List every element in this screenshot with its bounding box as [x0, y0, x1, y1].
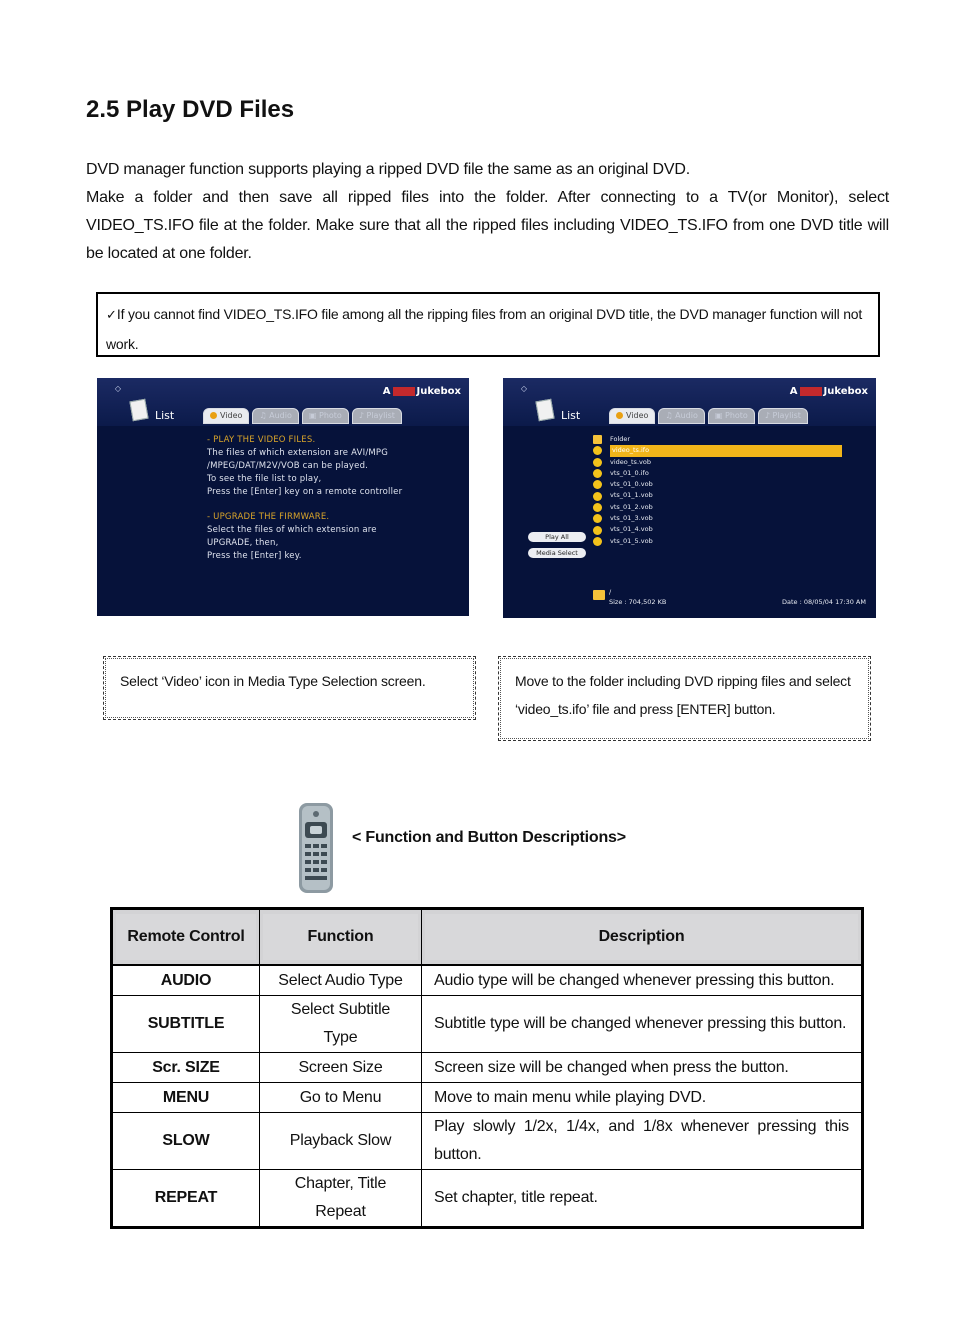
file-icon [593, 526, 602, 535]
list-icon [129, 399, 148, 421]
file-icon [593, 469, 602, 478]
list-item[interactable]: vts_01_4.vob [593, 524, 843, 535]
list-item[interactable]: vts_01_0.vob [593, 479, 843, 490]
file-icon [593, 537, 602, 546]
list-item[interactable]: vts_01_1.vob [593, 490, 843, 501]
play-all-button[interactable]: Play All [528, 532, 586, 542]
button-cell: AUDIO [112, 965, 260, 996]
description-cell: Set chapter, title repeat. [422, 1170, 863, 1228]
tab-audio[interactable]: ♫ Audio [252, 408, 298, 424]
function-cell: Screen Size [260, 1053, 422, 1083]
music-note-icon: ♫ [259, 411, 267, 420]
tab-video[interactable]: Video [609, 408, 655, 424]
list-item[interactable]: video_ts.vob [593, 457, 843, 468]
camera-icon: ▣ [308, 411, 317, 420]
function-cell: Playback Slow [260, 1113, 422, 1170]
button-cell: Scr. SIZE [112, 1053, 260, 1083]
folder-icon [593, 435, 602, 444]
video-icon [210, 412, 217, 419]
table-row [112, 996, 863, 1053]
function-cell: Select Audio Type [260, 965, 422, 996]
list-item[interactable]: vts_01_5.vob [593, 536, 843, 547]
tab-playlist[interactable]: ♪ Playlist [352, 408, 402, 424]
file-list [593, 434, 843, 547]
list-item[interactable]: vts_01_2.vob [593, 502, 843, 513]
function-cell: Chapter, Title Repeat [260, 1170, 422, 1228]
status-bar [593, 588, 866, 608]
function-heading: < Function and Button Descriptions> [352, 829, 626, 846]
table-row [112, 1113, 863, 1170]
description-cell: Screen size will be changed when press the button. [422, 1053, 863, 1083]
screen-header [503, 378, 876, 426]
size-text: Size : 704,502 KB [609, 598, 667, 606]
table-row [112, 1170, 863, 1228]
brand-logo: A Jukebox [382, 386, 461, 397]
tab-photo[interactable]: ▣ Photo [302, 408, 349, 424]
logo-icon: ◇ [114, 384, 122, 393]
list-label: List [155, 409, 175, 422]
description-cell: Subtitle type will be changed whenever pressing this button. [422, 996, 863, 1053]
file-icon [593, 503, 602, 512]
function-cell: Select Subtitle Type [260, 996, 422, 1053]
file-list-screenshot [503, 378, 876, 618]
file-icon [593, 480, 602, 489]
caption-right: Move to the folder including DVD ripping files and select ‘video_ts.ifo’ file and press [ENTER] button. [498, 656, 871, 741]
brand-logo: A Jukebox [789, 386, 868, 397]
tab-photo[interactable]: ▣ Photo [708, 408, 755, 424]
table-row [112, 1083, 863, 1113]
media-type-screenshot [97, 378, 469, 616]
playlist-icon: ♪ [358, 411, 364, 420]
function-table [110, 907, 864, 1229]
note-text: If you cannot find VIDEO_TS.IFO file among all the ripping files from an original DVD title, the DVD manager function will not work. [106, 306, 863, 352]
media-tabs [203, 408, 402, 424]
media-select-button[interactable]: Media Select [528, 548, 586, 558]
list-item[interactable]: vts_01_0.ifo [593, 468, 843, 479]
info-text: - PLAY THE VIDEO FILES. The files of which extension are AVI/MPG /MPEG/DAT/M2V/VOB can be played. To see the file list to play, Press the [Enter] key on a remote controller - UPGRADE THE FIRMWARE. Select the files of which extension are UPGRADE, then, Press the [Enter] key. [207, 435, 403, 562]
remote-control-icon [296, 802, 336, 894]
section-title: 2.5 Play DVD Files [86, 96, 295, 123]
button-cell: REPEAT [112, 1170, 260, 1228]
table-row [112, 965, 863, 996]
description-cell: Move to main menu while playing DVD. [422, 1083, 863, 1113]
caption-left: Select ‘Video’ icon in Media Type Selection screen. [103, 656, 476, 720]
note-box [96, 292, 880, 357]
list-item[interactable]: video_ts.ifo [593, 445, 843, 456]
playlist-icon: ♪ [764, 411, 770, 420]
column-header: Description [422, 909, 863, 966]
video-icon [616, 412, 623, 419]
folder-icon [593, 590, 605, 600]
list-item-folder[interactable]: Folder [593, 434, 843, 445]
file-icon [593, 446, 602, 455]
function-cell: Go to Menu [260, 1083, 422, 1113]
table-row [112, 1053, 863, 1083]
file-icon [593, 458, 602, 467]
intro-paragraph: DVD manager function supports playing a ripped DVD file the same as an original DVD. [86, 161, 690, 178]
intro-paragraph: Make a folder and then save all ripped files into the folder. After connecting to a TV(or Monitor), select VIDEO_TS.IFO file at the folder. Make sure that all the ripped files including VIDEO_TS.IFO from one DVD title will be located at one folder. [86, 189, 889, 262]
button-cell: MENU [112, 1083, 260, 1113]
date-text: Date : 08/05/04 17:30 AM [782, 598, 866, 606]
description-cell: Play slowly 1/2x, 1/4x, and 1/8x whenever pressing this button. [422, 1113, 863, 1170]
media-tabs [609, 408, 808, 424]
button-cell: SLOW [112, 1113, 260, 1170]
intro-text [86, 156, 889, 268]
path-text: / [609, 588, 612, 596]
tab-audio[interactable]: ♫ Audio [658, 408, 704, 424]
camera-icon: ▣ [714, 411, 723, 420]
column-header: Remote Control [112, 909, 260, 966]
button-cell: SUBTITLE [112, 996, 260, 1053]
file-icon [593, 492, 602, 501]
tab-video[interactable]: Video [203, 408, 249, 424]
screen-header [97, 378, 469, 426]
tab-playlist[interactable]: ♪ Playlist [758, 408, 808, 424]
check-icon: ✓ [106, 308, 117, 323]
file-icon [593, 514, 602, 523]
list-item[interactable]: vts_01_3.vob [593, 513, 843, 524]
logo-icon: ◇ [520, 384, 528, 393]
list-icon [535, 399, 554, 421]
description-cell: Audio type will be changed whenever pressing this button. [422, 965, 863, 996]
table-header-row [112, 909, 863, 966]
list-label: List [561, 409, 581, 422]
music-note-icon: ♫ [665, 411, 673, 420]
column-header: Function [260, 909, 422, 966]
